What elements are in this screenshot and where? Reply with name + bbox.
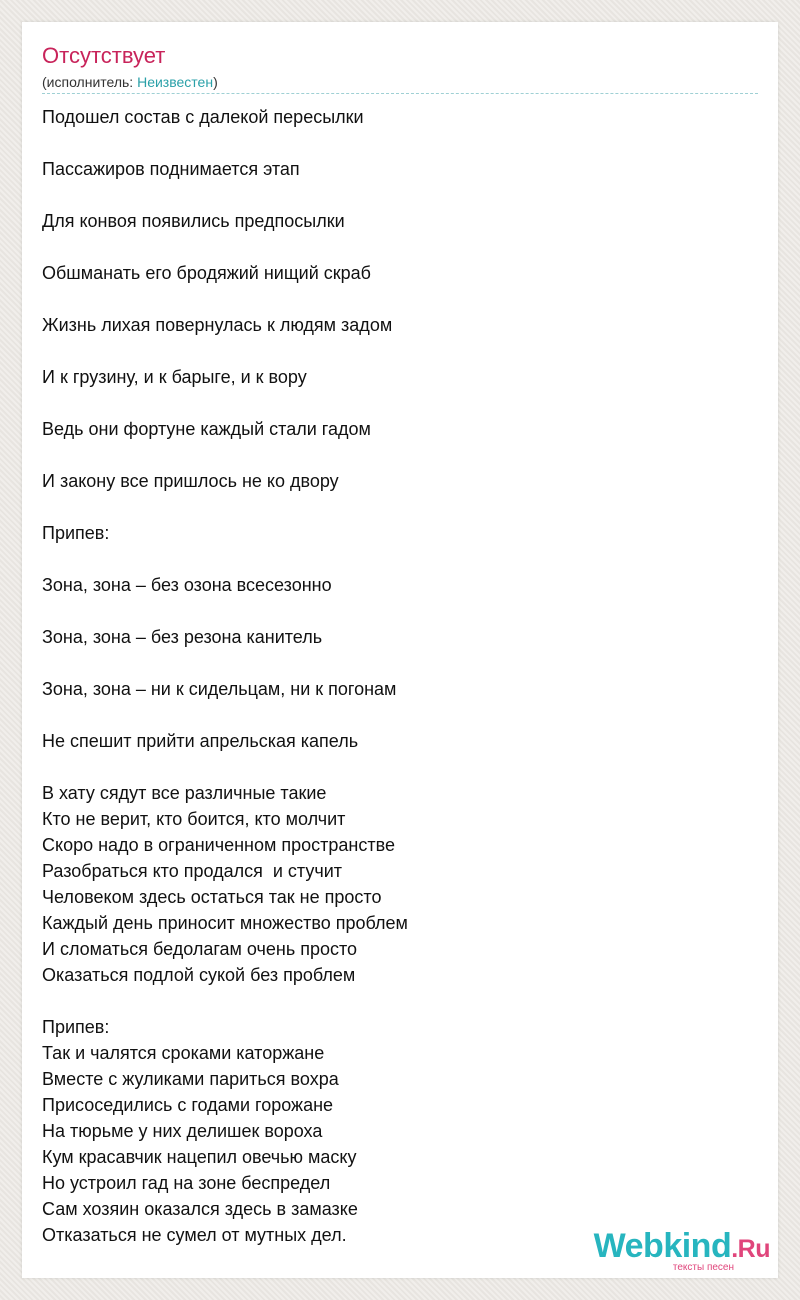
- lyric-line: Разобраться кто продался и стучит: [42, 861, 343, 881]
- lyric-line: Оказаться подлой сукой без проблем: [42, 965, 356, 985]
- lyric-line: Так и чалятся сроками каторжане: [42, 1043, 325, 1063]
- lyric-line: На тюрьме у них делишек вороха: [42, 1121, 323, 1141]
- lyric-line: Кум красавчик нацепил овечью маску: [42, 1147, 357, 1167]
- lyric-line: Зона, зона – ни к сидельцам, ни к погонам: [42, 679, 397, 699]
- lyric-line: И закону все пришлось не ко двору: [42, 471, 339, 491]
- blank-line: [42, 546, 758, 572]
- lyric-line: Зона, зона – без озона всесезонно: [42, 575, 332, 595]
- blank-line: [42, 988, 758, 1014]
- lyric-line: Сам хозяин оказался здесь в замазке: [42, 1199, 358, 1219]
- logo-tagline: тексты песен: [672, 1262, 734, 1273]
- blank-line: [42, 442, 758, 468]
- blank-line: [42, 338, 758, 364]
- lyric-line: Для конвоя появились предпосылки: [42, 211, 345, 231]
- logo-tld: .Ru: [731, 1235, 770, 1263]
- lyric-line: И к грузину, и к барыге, и к вору: [42, 367, 307, 387]
- blank-line: [42, 390, 758, 416]
- performer-line: [42, 73, 218, 91]
- lyric-line: Не спешит прийти апрельская капель: [42, 731, 359, 751]
- blank-line: [42, 286, 758, 312]
- title-divider: [42, 93, 758, 94]
- lyric-line: Кто не верит, кто боится, кто молчит: [42, 809, 346, 829]
- performer-prefix: (исполнитель:: [42, 74, 138, 90]
- lyrics-card: [22, 22, 778, 1278]
- lyric-line: Вместе с жуликами париться вохра: [42, 1069, 339, 1089]
- lyric-line: Присоседились с годами горожане: [42, 1095, 334, 1115]
- song-title: Отсутствует: [42, 43, 166, 68]
- blank-line: [42, 182, 758, 208]
- webkind-logo[interactable]: [594, 1229, 770, 1273]
- lyric-line: Обшманать его бродяжий нищий скраб: [42, 263, 371, 283]
- lyric-line: Припев:: [42, 1017, 110, 1037]
- blank-line: [42, 234, 758, 260]
- lyric-line: Каждый день приносит множество проблем: [42, 913, 408, 933]
- lyric-line: Ведь они фортуне каждый стали гадом: [42, 419, 371, 439]
- blank-line: [42, 754, 758, 780]
- lyrics-text: [42, 104, 758, 1248]
- lyric-line: Человеком здесь остаться так не просто: [42, 887, 382, 907]
- lyric-line: Но устроил гад на зоне беспредел: [42, 1173, 331, 1193]
- lyric-line: И сломаться бедолагам очень просто: [42, 939, 358, 959]
- lyric-line: Пассажиров поднимается этап: [42, 159, 300, 179]
- blank-line: [42, 130, 758, 156]
- blank-line: [42, 598, 758, 624]
- lyric-line: Скоро надо в ограниченном пространстве: [42, 835, 395, 855]
- lyric-line: В хату сядут все различные такие: [42, 783, 327, 803]
- blank-line: [42, 494, 758, 520]
- performer-suffix: ): [213, 74, 218, 90]
- lyric-line: Подошел состав с далекой пересылки: [42, 107, 364, 127]
- lyric-line: Припев:: [42, 523, 110, 543]
- blank-line: [42, 702, 758, 728]
- performer-link[interactable]: Неизвестен: [137, 74, 214, 90]
- lyric-line: Зона, зона – без резона канитель: [42, 627, 323, 647]
- lyric-line: Отказаться не сумел от мутных дел.: [42, 1225, 347, 1245]
- logo-main-text: Webkind: [593, 1227, 732, 1265]
- logo-wordmark: [594, 1229, 770, 1266]
- blank-line: [42, 650, 758, 676]
- lyric-line: Жизнь лихая повернулась к людям задом: [42, 315, 393, 335]
